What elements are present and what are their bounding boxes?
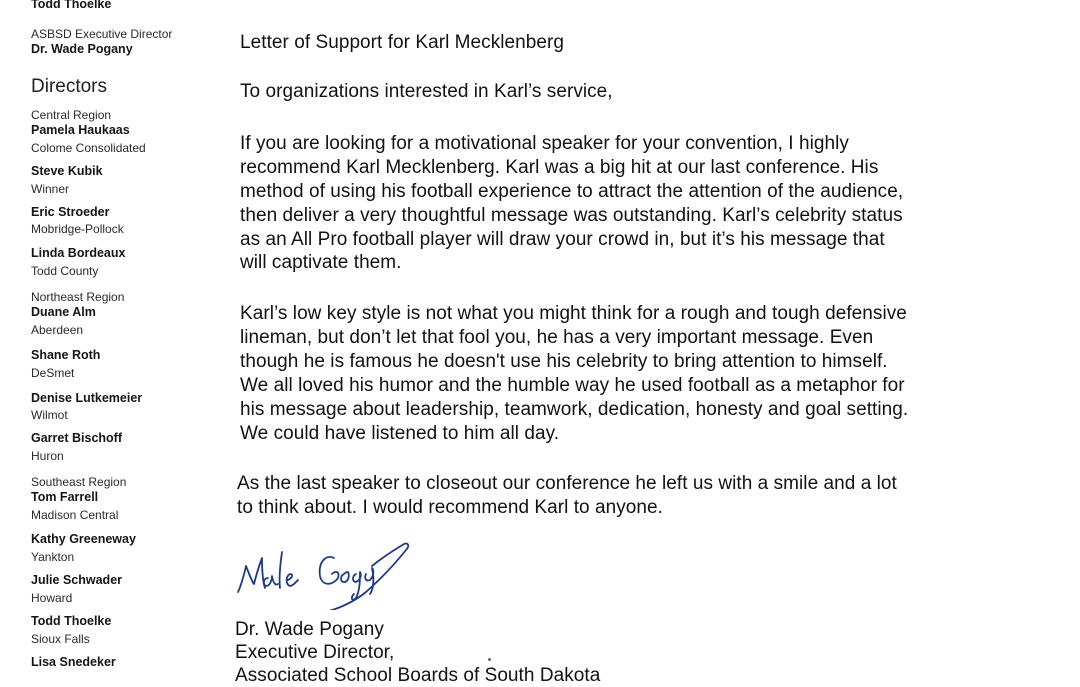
paragraph-line: will captivate them.	[240, 252, 402, 273]
director-district: Madison Central	[31, 508, 119, 522]
paragraph-line: method of using his football experience to attract the attention of the audience,	[240, 181, 904, 202]
director-name: Shane Roth	[31, 348, 101, 362]
signer-name: Dr. Wade Pogany	[235, 619, 384, 640]
paragraph-line: his message about leadership, teamwork, dedication, honesty and goal setting.	[240, 399, 909, 420]
letter-subject: Letter of Support for Karl Mecklenberg	[240, 32, 565, 53]
director-name: Duane Alm	[31, 305, 96, 319]
paragraph-line: If you are looking for a motivational speaker for your convention, I highly	[240, 133, 849, 154]
paragraph-line: We could have listened to him all day.	[240, 423, 560, 444]
director-district: DeSmet	[31, 366, 75, 380]
director-district: Wilmot	[31, 408, 68, 422]
director-name: Julie Schwader	[31, 573, 123, 587]
director-district: Howard	[31, 591, 73, 605]
director-district: Todd County	[31, 264, 99, 278]
executive-director-title: ASBSD Executive Director	[31, 27, 173, 41]
directors-heading: Directors	[31, 76, 108, 97]
director-name: Linda Bordeaux	[31, 246, 126, 260]
director-district: Yankton	[31, 550, 75, 564]
director-district: Mobridge-Pollock	[31, 222, 124, 236]
paragraph-line: as an All Pro football player will draw your crowd in, but it’s his message that	[240, 229, 885, 250]
scan-speck	[488, 658, 491, 661]
paragraph-line: though he is famous he doesn't use his celebrity to bring attention to himself.	[240, 351, 888, 372]
letter-salutation: To organizations interested in Karl’s service,	[240, 81, 613, 102]
handwritten-signature	[232, 536, 442, 610]
director-name: Denise Lutkemeier	[31, 391, 143, 405]
director-name: Tom Farrell	[31, 490, 99, 504]
paragraph-line: lineman, but don’t let that fool you, he has a very important message. Even	[240, 327, 874, 348]
region-label: Southeast Region	[31, 475, 127, 489]
director-district: Winner	[31, 182, 70, 196]
director-name: Todd Thoelke	[31, 614, 112, 628]
signer-title: Executive Director,	[235, 642, 395, 663]
director-district: Aberdeen	[31, 323, 84, 337]
director-district: Sioux Falls	[31, 632, 90, 646]
region-label: Central Region	[31, 108, 112, 122]
director-name: Kathy Greeneway	[31, 532, 136, 546]
paragraph-line: recommend Karl Mecklenberg. Karl was a big hit at our last conference. His	[240, 157, 879, 178]
director-name: Lisa Snedeker	[31, 655, 116, 669]
paragraph-line: Karl’s low key style is not what you might think for a rough and tough defensive	[240, 303, 907, 324]
director-name: Pamela Haukaas	[31, 123, 130, 137]
region-label: Northeast Region	[31, 290, 125, 304]
paragraph-line: then deliver a very thoughtful message was outstanding. Karl’s celebrity status	[240, 205, 903, 226]
paragraph-line: to think about. I would recommend Karl to anyone.	[237, 497, 663, 518]
paragraph-line: As the last speaker to closeout our conference he left us with a smile and a lot	[237, 473, 897, 494]
director-name: Eric Stroeder	[31, 205, 110, 219]
signature-strokes	[238, 543, 408, 610]
director-district: Huron	[31, 449, 64, 463]
board-member-name: Todd Thoelke	[31, 0, 112, 11]
director-name: Garret Bischoff	[31, 431, 122, 445]
signer-organization: Associated School Boards of South Dakota	[235, 665, 601, 686]
paragraph-line: We all loved his humor and the humble way he used football as a metaphor for	[240, 375, 905, 396]
executive-director-name: Dr. Wade Pogany	[31, 42, 133, 56]
director-name: Steve Kubik	[31, 164, 103, 178]
director-district: Colome Consolidated	[31, 141, 146, 155]
